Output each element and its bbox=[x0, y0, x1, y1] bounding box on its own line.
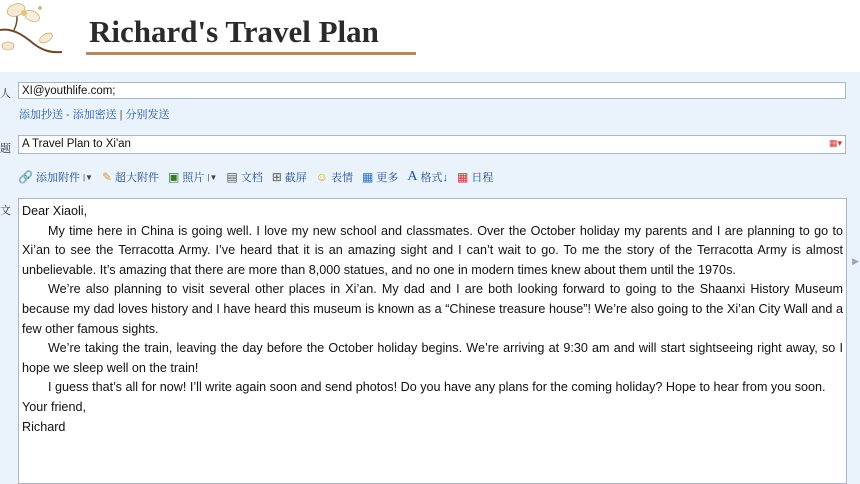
flower-decoration-icon bbox=[0, 0, 74, 58]
photo-icon: ▣ bbox=[168, 170, 180, 184]
body-label: 文 bbox=[0, 205, 11, 217]
more-button[interactable] bbox=[362, 169, 398, 185]
screenshot-icon: ⊞ bbox=[271, 170, 282, 184]
format-icon: A bbox=[407, 169, 418, 184]
screenshot-label: 截屏 bbox=[284, 172, 307, 184]
format-button[interactable] bbox=[407, 169, 448, 185]
more-label: 更多 bbox=[376, 172, 399, 184]
calendar-button[interactable] bbox=[457, 169, 493, 185]
document-icon: ▤ bbox=[226, 170, 238, 184]
title-underline bbox=[86, 52, 416, 55]
add-attachment-button[interactable] bbox=[18, 169, 93, 185]
letter-paragraph-1: My time here in China is going well. I love my new school and classmates. Over the October holiday my parents and I are planning to go to Xi’an to see the Terracotta Army. I’ve heard that it is an amazing sight and I can’t wait to go. To me the story of the Terracotta Army is almost unbelievable. It’s amazing that there are more than 8,000 statues, and no one in modern times knew about them until the 1970s. bbox=[22, 223, 843, 277]
email-body-editor[interactable] bbox=[18, 198, 847, 484]
large-attachment-icon: ✎ bbox=[101, 170, 113, 184]
photo-button[interactable] bbox=[168, 169, 217, 185]
letter-signature: Richard bbox=[22, 419, 66, 434]
letter-paragraph-4: I guess that’s all for now! I’ll write again soon and send photos! Do you have any plans for the coming holiday? Hope to hear from you soon. bbox=[48, 380, 826, 395]
emoji-label: 表情 bbox=[331, 172, 354, 184]
calendar-icon: ▦ bbox=[457, 170, 469, 184]
emoji-icon: ☺ bbox=[315, 170, 329, 184]
large-attachment-label: 超大附件 bbox=[115, 172, 160, 184]
email-compose-panel bbox=[0, 72, 860, 484]
letter-greeting: Dear Xiaoli, bbox=[22, 204, 88, 218]
cc-links: 添加抄送 - 添加密送 | 分别发送 bbox=[19, 109, 170, 121]
large-attachment-button[interactable] bbox=[102, 169, 159, 185]
document-label: 文档 bbox=[240, 172, 263, 184]
page-title: Richard's Travel Plan bbox=[89, 14, 379, 49]
subject-label: 题 bbox=[0, 143, 11, 155]
letter-closing: Your friend, bbox=[22, 399, 86, 414]
letter-paragraph-3: We’re taking the train, leaving the day before the October holiday begins. We’re arriving at 9:30 am and will start sightseeing right away, so I hope we sleep well on the train! bbox=[22, 341, 843, 375]
add-cc-link[interactable]: 添加抄送 bbox=[19, 109, 63, 121]
recipient-label: 人 bbox=[0, 88, 11, 100]
recipient-field[interactable]: XI@youthlife.com; bbox=[18, 82, 846, 99]
emoji-button[interactable] bbox=[316, 169, 353, 185]
send-separately-link[interactable]: 分别发送 bbox=[125, 109, 170, 121]
scroll-right-icon[interactable]: ▶ bbox=[852, 256, 859, 266]
document-button[interactable] bbox=[226, 169, 262, 185]
photo-label: 照片 bbox=[182, 172, 205, 184]
add-attachment-label: 添加附件 bbox=[35, 172, 80, 184]
screenshot-button[interactable] bbox=[272, 169, 307, 185]
paperclip-icon: 🔗 bbox=[18, 170, 33, 184]
more-icon: ▦ bbox=[362, 170, 374, 184]
subject-format-icon[interactable]: ▦▾ bbox=[828, 138, 842, 148]
add-bcc-link[interactable]: 添加密送 bbox=[72, 109, 117, 121]
chevron-down-icon[interactable]: |▼ bbox=[82, 172, 93, 182]
slide-header bbox=[0, 0, 860, 72]
format-label: 格式↓ bbox=[420, 172, 448, 184]
calendar-label: 日程 bbox=[471, 172, 494, 184]
subject-text: A Travel Plan to Xi'an bbox=[22, 138, 131, 150]
chevron-down-icon[interactable]: |▼ bbox=[207, 172, 218, 182]
compose-toolbar bbox=[18, 168, 502, 186]
subject-field[interactable] bbox=[18, 135, 846, 154]
letter-paragraph-2: We’re also planning to visit several other places in Xi’an. My dad and I are both looking forward to going to the Shaanxi History Museum because my dad loves history and I have heard this museum is known as a “Chinese treasure house”! We’re also going to the Xi’an City Wall and a few other famous sights. bbox=[22, 282, 843, 336]
